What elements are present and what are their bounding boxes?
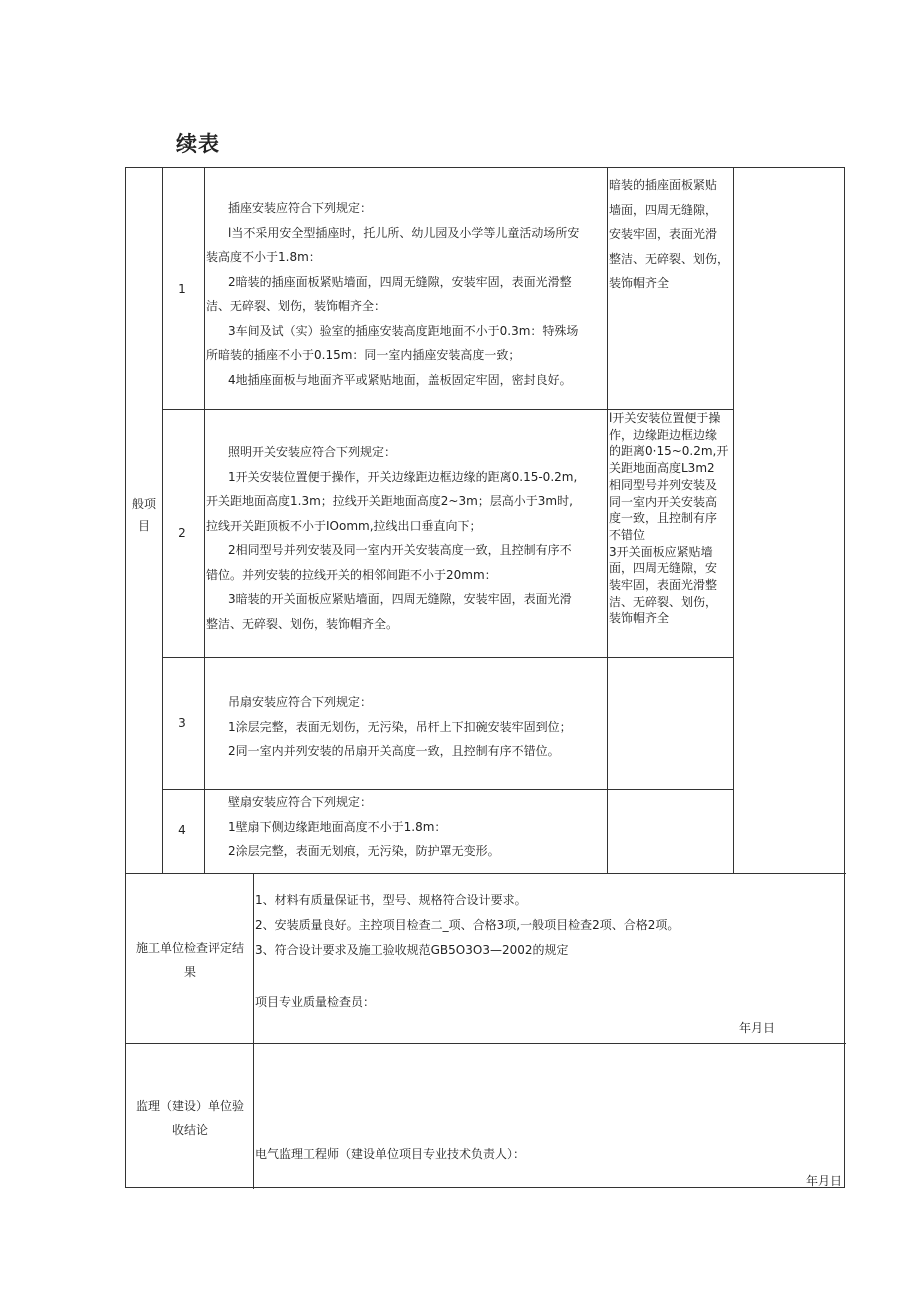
grid-line	[204, 168, 205, 873]
content-line: 3车间及试（实）验室的插座安装高度距地面不小于0.3m：特殊场	[228, 323, 579, 338]
row-content	[206, 690, 572, 764]
construction-label	[126, 936, 254, 984]
content-line: l当不采用安全型插座时，托儿所、幼儿园及小学等儿童活动场所安	[228, 225, 580, 240]
row-result	[609, 410, 728, 627]
result-line: 同一室内开关安装高	[609, 494, 718, 509]
result-line: 关距地面高度L3m2	[609, 461, 715, 476]
content-line: 错位。并列安装的拉线开关的相邻间距不小于20mm：	[206, 567, 497, 582]
engineer-label: 电气监理工程师（建设单位项目专业技术负责人）：	[255, 1147, 526, 1161]
grid-line	[607, 168, 608, 873]
page-title: 续表	[176, 132, 220, 156]
label-line: 监理（建设）单位验	[135, 1099, 244, 1113]
result-line: 装饰帽齐全	[609, 611, 670, 626]
row-content	[206, 790, 500, 864]
result-line: 墙面，四周无缝隙，	[609, 202, 718, 217]
content-line: 开关距地面高度1.3m；拉线开关距地面高度2~3m；层高小于3m时,	[206, 494, 573, 508]
row-result	[609, 173, 729, 296]
result-line: 装饰帽齐全	[609, 276, 670, 290]
grid-line	[162, 168, 163, 873]
result-line: 不错位	[609, 527, 646, 542]
result-line: 的距离0·15~0.2m,开	[609, 444, 729, 459]
category-label	[126, 493, 162, 537]
content-line: 整洁、无碎裂、划伤，装饰帽齐全。	[206, 616, 399, 631]
content-line: 2涂层完整，表面无划痕，无污染，防护罩无变形。	[228, 844, 500, 858]
row-number: 1	[178, 282, 186, 296]
content-line: 照明开关安装应符合下列规定：	[228, 445, 397, 459]
content-line: 洁、无碎裂、划伤，装饰帽齐全：	[206, 299, 387, 313]
content-line: 2暗装的插座面板紧贴墙面，四周无缝隙，安装牢固，表面光滑整	[228, 274, 572, 289]
result-line: 作，边缘距边框边缘	[609, 427, 718, 442]
row-content	[206, 440, 577, 636]
supervision-label	[126, 1094, 254, 1142]
label-line: 收结论	[171, 1123, 208, 1137]
content-line: 2同一室内并列安装的吊扇开关高度一致，且控制有序不错位。	[228, 744, 560, 758]
label-line: 施工单位检查评定结	[135, 941, 244, 955]
grid-line	[126, 1043, 846, 1044]
content-line: 所暗装的插座不小于0.15m：同一室内插座安装高度一致；	[206, 348, 521, 362]
result-line: 整洁、无碎裂、划伤，	[609, 251, 730, 266]
result-line: 2、安装质量良好。主控项目检查二_项、合格3项,一般项目检查2项、合格2项。	[255, 918, 680, 932]
content-line: 1开关安装位置便于操作，开关边缘距边框边缘的距离0.15-0.2m,	[228, 469, 578, 484]
content-line: 1涂层完整，表面无划伤，无污染，吊杆上下扣碗安装牢固到位；	[228, 719, 572, 734]
result-line: 洁、无碎裂、划伤，	[609, 594, 718, 609]
result-line: 3开关面板应紧贴墙	[609, 544, 713, 559]
result-line: 3、符合设计要求及施工验收规范GB5O3O3—2002的规定	[255, 943, 569, 957]
content-line: 装高度不小于1.8m：	[206, 250, 321, 264]
result-line: 度一致，且控制有序	[609, 511, 718, 526]
content-line: 4地插座面板与地面齐平或紧贴地面，盖板固定牢固，密封良好。	[228, 372, 572, 387]
acceptance-table	[125, 167, 845, 1188]
construction-date: 年月日	[739, 1021, 776, 1035]
row-content	[206, 196, 579, 392]
result-line: l开关安装位置便于操	[609, 411, 721, 425]
content-line: 3暗装的开关面板应紧贴墙面，四周无缝隙，安装牢固，表面光滑	[228, 592, 572, 606]
inspector-label: 项目专业质量检查员：	[255, 995, 376, 1009]
grid-line	[126, 873, 846, 874]
result-line: 安装牢固，表面光滑	[609, 227, 718, 241]
content-line: 插座安装应符合下列规定：	[228, 201, 373, 215]
category-line: 目	[137, 519, 150, 533]
row-number: 3	[178, 716, 186, 730]
grid-line	[162, 657, 734, 658]
content-line: 吊扇安装应符合下列规定：	[228, 695, 373, 709]
construction-result	[255, 888, 679, 963]
label-line: 果	[183, 965, 196, 979]
result-line: 相同型号并列安装及	[609, 477, 718, 492]
content-line: 2相同型号并列安装及同一室内开关安装高度一致，且控制有序不	[228, 543, 572, 557]
content-line: 壁扇安装应符合下列规定：	[228, 795, 373, 809]
category-line: 般项	[131, 497, 156, 511]
row-number: 4	[178, 823, 186, 837]
content-line: 拉线开关距顶板不小于IOomm,拉线出口垂直向下；	[206, 518, 482, 533]
result-line: 暗装的插座面板紧贴	[609, 178, 718, 192]
content-line: 1壁扇下侧边缘距地面高度不小于1.8m：	[228, 819, 447, 834]
row-number: 2	[178, 526, 186, 540]
result-line: 1、材料有质量保证书，型号、规格符合设计要求。	[255, 893, 527, 907]
result-line: 装牢固，表面光滑整	[609, 578, 718, 593]
supervision-date: 年月日	[806, 1174, 843, 1188]
grid-line	[733, 168, 734, 873]
result-line: 面，四周无缝隙，安	[609, 561, 718, 576]
